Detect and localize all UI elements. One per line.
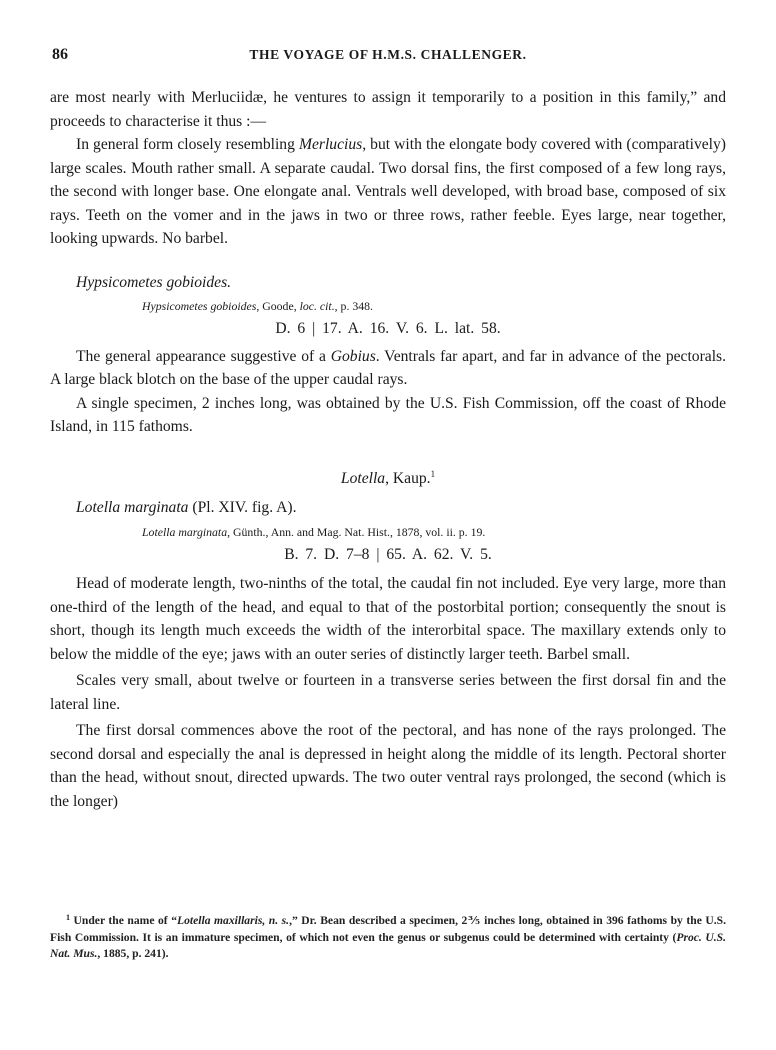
ref-hyp-page: , p. 348. xyxy=(334,299,373,313)
hypsicometes-paragraph-2: A single specimen, 2 inches long, was obtained by the U.S. Fish Commission, off the coast of Rhode Island, in 115 fathoms. xyxy=(50,394,726,435)
hypsicometes-paragraph-1 xyxy=(50,345,726,392)
genus-lotella-author: , Kaup. xyxy=(385,469,431,487)
footnote-post: , 1885, p. 241). xyxy=(97,947,169,960)
ref-lot-rest: , Günth., Ann. and Mag. Nat. Hist., 1878, vol. ii. p. 19. xyxy=(227,524,486,539)
intro-paragraph-1: are most nearly with Merluciidæ, he ventures to assign it temporarily to a position in this family,” and proceeds to characterise it thus :— xyxy=(50,89,726,130)
hyp-p1-pre: The general appearance suggestive of a xyxy=(76,347,331,365)
footnote-number: 1 xyxy=(66,913,70,922)
genus-gobius: Gobius xyxy=(330,347,376,365)
lotella-paragraph-1: Head of moderate length, two-ninths of the total, the caudal fin not included. Eye very large, more than one-third of the length of the head, and equal to that of the postorbital portion; consequently the snout is short, though its length much exceeds the width of the interorbital space. The maxillary extends only to below the middle of the eye; jaws with an outer series of distinctly larger teeth. Barbel small. xyxy=(50,575,726,663)
lotella-paragraph-3: The first dorsal commences above the root of the pectoral, and has none of the rays prolonged. The second dorsal and especially the anal is depressed in height along the middle of its length. Pectoral shorter than the head, without snout, directed upwards. The two outer ventral rays prolonged, the second (which is the longer) xyxy=(50,722,726,810)
genus-heading-lotella xyxy=(50,463,726,491)
genus-lotella-name: Lotella xyxy=(340,469,386,487)
species-heading-hypsicometes: Hypsicometes gobioides. xyxy=(76,273,232,291)
intro-p2-post: , but with the elongate body covered with (comparatively) large scales. Mouth rather small. A separate caudal. Two dorsal fins, the first composed of a few long rays, the second with longer base. One elongate anal. Ventrals well developed, with broad base, composed of six rays. Teeth on the vomer and in the jaws in two or three rows, rather feeble. Eyes large, near together, looking upwards. No barbel. xyxy=(50,136,726,247)
footnote xyxy=(50,910,726,963)
species-lotella-name: Lotella marginata xyxy=(76,499,189,516)
species-heading-lotella xyxy=(76,496,726,520)
footnote-mid: ,” Dr. Bean described a specimen, 2⅗ inches long, obtained in 396 fathoms by the U.S. Fish Commission. It is an immature specimen, of which not even the genus or subgenus could be determined with certainty ( xyxy=(50,914,726,944)
page-number: 86 xyxy=(52,46,68,63)
footnote-text xyxy=(50,910,726,963)
intro-paragraph-2 xyxy=(50,133,726,251)
hyp-p1-post: . Ventrals far apart, and far in advance of the pectorals. A large black blotch on the base of the upper caudal rays. xyxy=(50,347,726,388)
ref-hyp-loc: loc. cit. xyxy=(299,299,335,313)
running-title: THE VOYAGE OF H.M.S. CHALLENGER. xyxy=(249,47,527,62)
footnote-mark: 1 xyxy=(430,468,436,479)
fin-formula-lotella: B. 7. D. 7–8 | 65. A. 62. V. 5. xyxy=(284,545,492,563)
reference-lotella xyxy=(142,523,726,541)
lotella-paragraph-2: Scales very small, about twelve or fourteen in a transverse series between the first dorsal fin and the lateral line. xyxy=(50,672,726,713)
ref-hyp-author: , Goode, xyxy=(256,299,300,313)
running-header xyxy=(50,46,726,66)
footnote-pre: Under the name of “ xyxy=(70,914,177,927)
intro-p2-pre: In general form closely resembling xyxy=(76,136,299,153)
ref-lot-name: Lotella marginata xyxy=(142,524,228,539)
footnote-citation: Proc. U.S. Nat. Mus. xyxy=(50,930,727,960)
species-lotella-plate: (Pl. XIV. fig. A). xyxy=(188,499,297,516)
reference-hypsicometes xyxy=(142,297,726,315)
footnote-species: Lotella maxillaris, n. s. xyxy=(177,914,290,927)
fin-formula-hypsicometes: D. 6 | 17. A. 16. V. 6. L. lat. 58. xyxy=(275,320,501,337)
ref-hyp-name: Hypsicometes gobioides xyxy=(142,299,257,313)
genus-merlucius: Merlucius xyxy=(298,136,363,153)
body-text xyxy=(50,86,726,813)
